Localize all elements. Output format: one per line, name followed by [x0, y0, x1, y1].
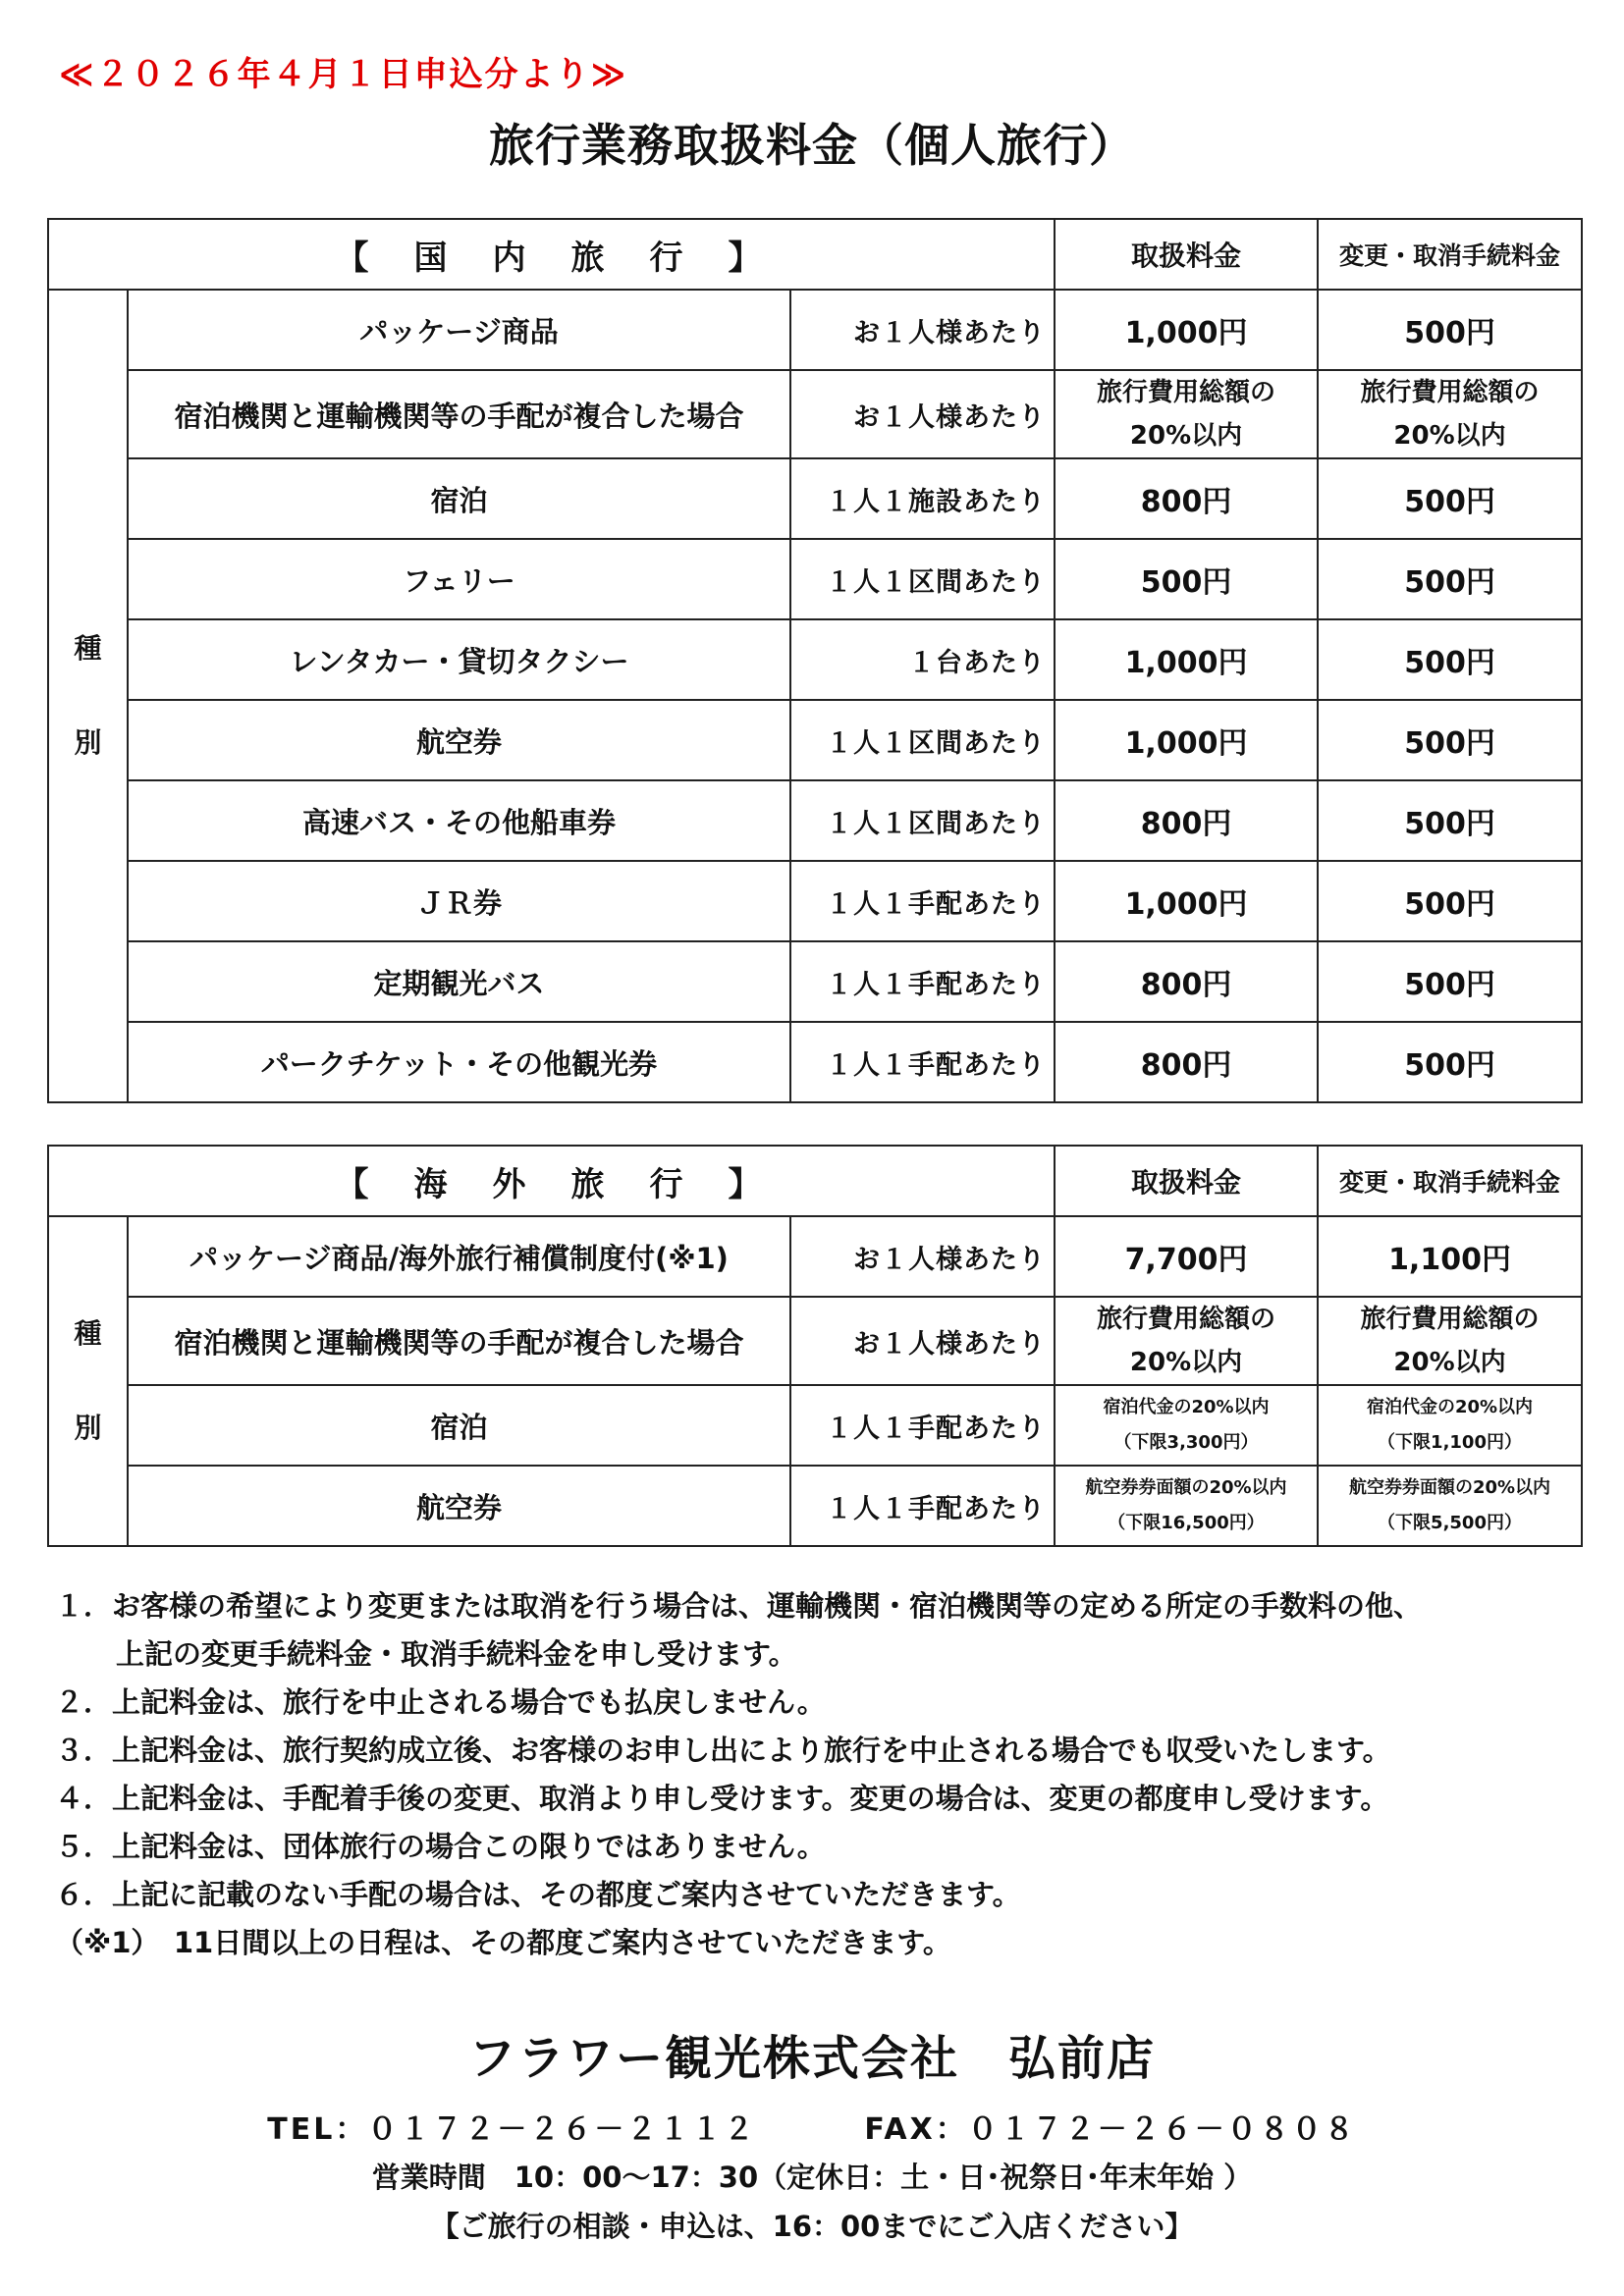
unit: １人１手配あたり [790, 941, 1055, 1022]
change-fee: 500円 [1318, 941, 1582, 1022]
table-header-row [48, 1146, 1582, 1216]
change-fee: 旅行費用総額の 20%以内 [1318, 370, 1582, 458]
note-item: ４．上記料金は、手配着手後の変更、取消より申し受けます。変更の場合は、変更の都度申し受けます。 [55, 1782, 1389, 1815]
item-name: パークチケット・その他観光券 [128, 1022, 790, 1102]
change-fee: 旅行費用総額の 20%以内 [1318, 1297, 1582, 1385]
handling-fee: 7,700円 [1055, 1216, 1318, 1297]
domestic-fee-table [47, 218, 1583, 1103]
fee-column-header: 取扱料金 [1055, 219, 1318, 290]
item-name: 高速バス・その他船車券 [128, 780, 790, 861]
section-heading: 【 海 外 旅 行 】 [48, 1146, 1055, 1216]
item-name: 航空券 [128, 1466, 790, 1546]
table-row [48, 1022, 1582, 1102]
notice-date: ≪２０２６年４月１日申込分より≫ [59, 55, 628, 94]
section-heading: 【 国 内 旅 行 】 [48, 219, 1055, 290]
change-fee: 宿泊代金の20%以内 （下限1,100円） [1318, 1385, 1582, 1466]
handling-fee: 旅行費用総額の 20%以内 [1055, 370, 1318, 458]
handling-fee: 1,000円 [1055, 619, 1318, 700]
unit: １人１手配あたり [790, 1466, 1055, 1546]
fax-number: FAX：０１７２－２６－０８０８ [864, 2112, 1357, 2147]
unit: １人１手配あたり [790, 861, 1055, 941]
change-fee: 航空券券面額の20%以内 （下限5,500円） [1318, 1466, 1582, 1546]
item-name: フェリー [128, 539, 790, 619]
change-column-header: 変更・取消手続料金 [1318, 219, 1582, 290]
handling-fee: 800円 [1055, 780, 1318, 861]
handling-fee: 旅行費用総額の 20%以内 [1055, 1297, 1318, 1385]
table-row [48, 1216, 1582, 1297]
note-item: ３．上記料金は、旅行契約成立後、お客様のお申し出により旅行を中止される場合でも収受いたします。 [55, 1734, 1391, 1767]
table-row [48, 370, 1582, 458]
change-fee: 500円 [1318, 290, 1582, 370]
item-name: 宿泊 [128, 1385, 790, 1466]
table-header-row [48, 219, 1582, 290]
change-fee: 500円 [1318, 700, 1582, 780]
contact-line [0, 2105, 1624, 2148]
overseas-fee-table [47, 1145, 1583, 1547]
table-row [48, 290, 1582, 370]
change-fee: 500円 [1318, 539, 1582, 619]
note-item: ５．上記料金は、団体旅行の場合この限りではありません。 [55, 1830, 826, 1863]
change-fee: 1,100円 [1318, 1216, 1582, 1297]
change-fee: 500円 [1318, 458, 1582, 539]
change-fee: 500円 [1318, 780, 1582, 861]
unit: お１人様あたり [790, 370, 1055, 458]
handling-fee: 800円 [1055, 941, 1318, 1022]
item-name: 宿泊 [128, 458, 790, 539]
change-column-header: 変更・取消手続料金 [1318, 1146, 1582, 1216]
unit: １人１区間あたり [790, 780, 1055, 861]
table-row [48, 700, 1582, 780]
handling-fee: 宿泊代金の20%以内 （下限3,300円） [1055, 1385, 1318, 1466]
unit: お１人様あたり [790, 290, 1055, 370]
note-item: 上記の変更手続料金・取消手続料金を申し受けます。 [116, 1637, 797, 1671]
note-item: ２．上記料金は、旅行を中止される場合でも払戻しません。 [55, 1685, 826, 1719]
table-row [48, 1385, 1582, 1466]
unit: １台あたり [790, 619, 1055, 700]
company-name: フラワー観光株式会社 弘前店 [467, 2031, 1156, 2086]
unit: お１人様あたり [790, 1216, 1055, 1297]
unit: １人１区間あたり [790, 700, 1055, 780]
note-item: （※1） 11日間以上の日程は、その都度ご案内させていただきます。 [55, 1926, 951, 1959]
item-name: 定期観光バス [128, 941, 790, 1022]
handling-fee: 1,000円 [1055, 861, 1318, 941]
item-name: ＪＲ券 [128, 861, 790, 941]
business-hours: 営業時間 10：00～17：30（定休日：土・日･祝祭日･年末年始 ） [371, 2161, 1253, 2194]
item-name: レンタカー・貸切タクシー [128, 619, 790, 700]
unit: １人１手配あたり [790, 1022, 1055, 1102]
notes-list [55, 1582, 1422, 1967]
handling-fee: 500円 [1055, 539, 1318, 619]
item-name: 宿泊機関と運輸機関等の手配が複合した場合 [128, 370, 790, 458]
table-row [48, 1297, 1582, 1385]
phone-number: TEL：０１７２－２６－２１１２ [267, 2112, 757, 2147]
table-row [48, 1466, 1582, 1546]
item-name: 航空券 [128, 700, 790, 780]
table-row [48, 458, 1582, 539]
handling-fee: 800円 [1055, 1022, 1318, 1102]
handling-fee: 航空券券面額の20%以内 （下限16,500円） [1055, 1466, 1318, 1546]
handling-fee: 1,000円 [1055, 290, 1318, 370]
unit: お１人様あたり [790, 1297, 1055, 1385]
page-title: 旅行業務取扱料金（個人旅行） [489, 119, 1135, 172]
note-item: １．お客様の希望により変更または取消を行う場合は、運輸機関・宿泊機関等の定める所定の手数料の他、 [55, 1589, 1423, 1623]
unit: １人１施設あたり [790, 458, 1055, 539]
kind-label: 種 別 [48, 290, 128, 1102]
table-row [48, 619, 1582, 700]
consultation-note: 【ご旅行の相談・申込は、16：00までにご入店ください】 [430, 2210, 1194, 2243]
handling-fee: 1,000円 [1055, 700, 1318, 780]
kind-label: 種 別 [48, 1216, 128, 1546]
handling-fee: 800円 [1055, 458, 1318, 539]
item-name: パッケージ商品 [128, 290, 790, 370]
fee-column-header: 取扱料金 [1055, 1146, 1318, 1216]
item-name: 宿泊機関と運輸機関等の手配が複合した場合 [128, 1297, 790, 1385]
unit: １人１手配あたり [790, 1385, 1055, 1466]
table-row [48, 539, 1582, 619]
item-name: パッケージ商品/海外旅行補償制度付(※1) [128, 1216, 790, 1297]
change-fee: 500円 [1318, 861, 1582, 941]
change-fee: 500円 [1318, 619, 1582, 700]
note-item: ６．上記に記載のない手配の場合は、その都度ご案内させていただきます。 [55, 1878, 1021, 1911]
table-row [48, 941, 1582, 1022]
unit: １人１区間あたり [790, 539, 1055, 619]
table-row [48, 780, 1582, 861]
table-row [48, 861, 1582, 941]
change-fee: 500円 [1318, 1022, 1582, 1102]
